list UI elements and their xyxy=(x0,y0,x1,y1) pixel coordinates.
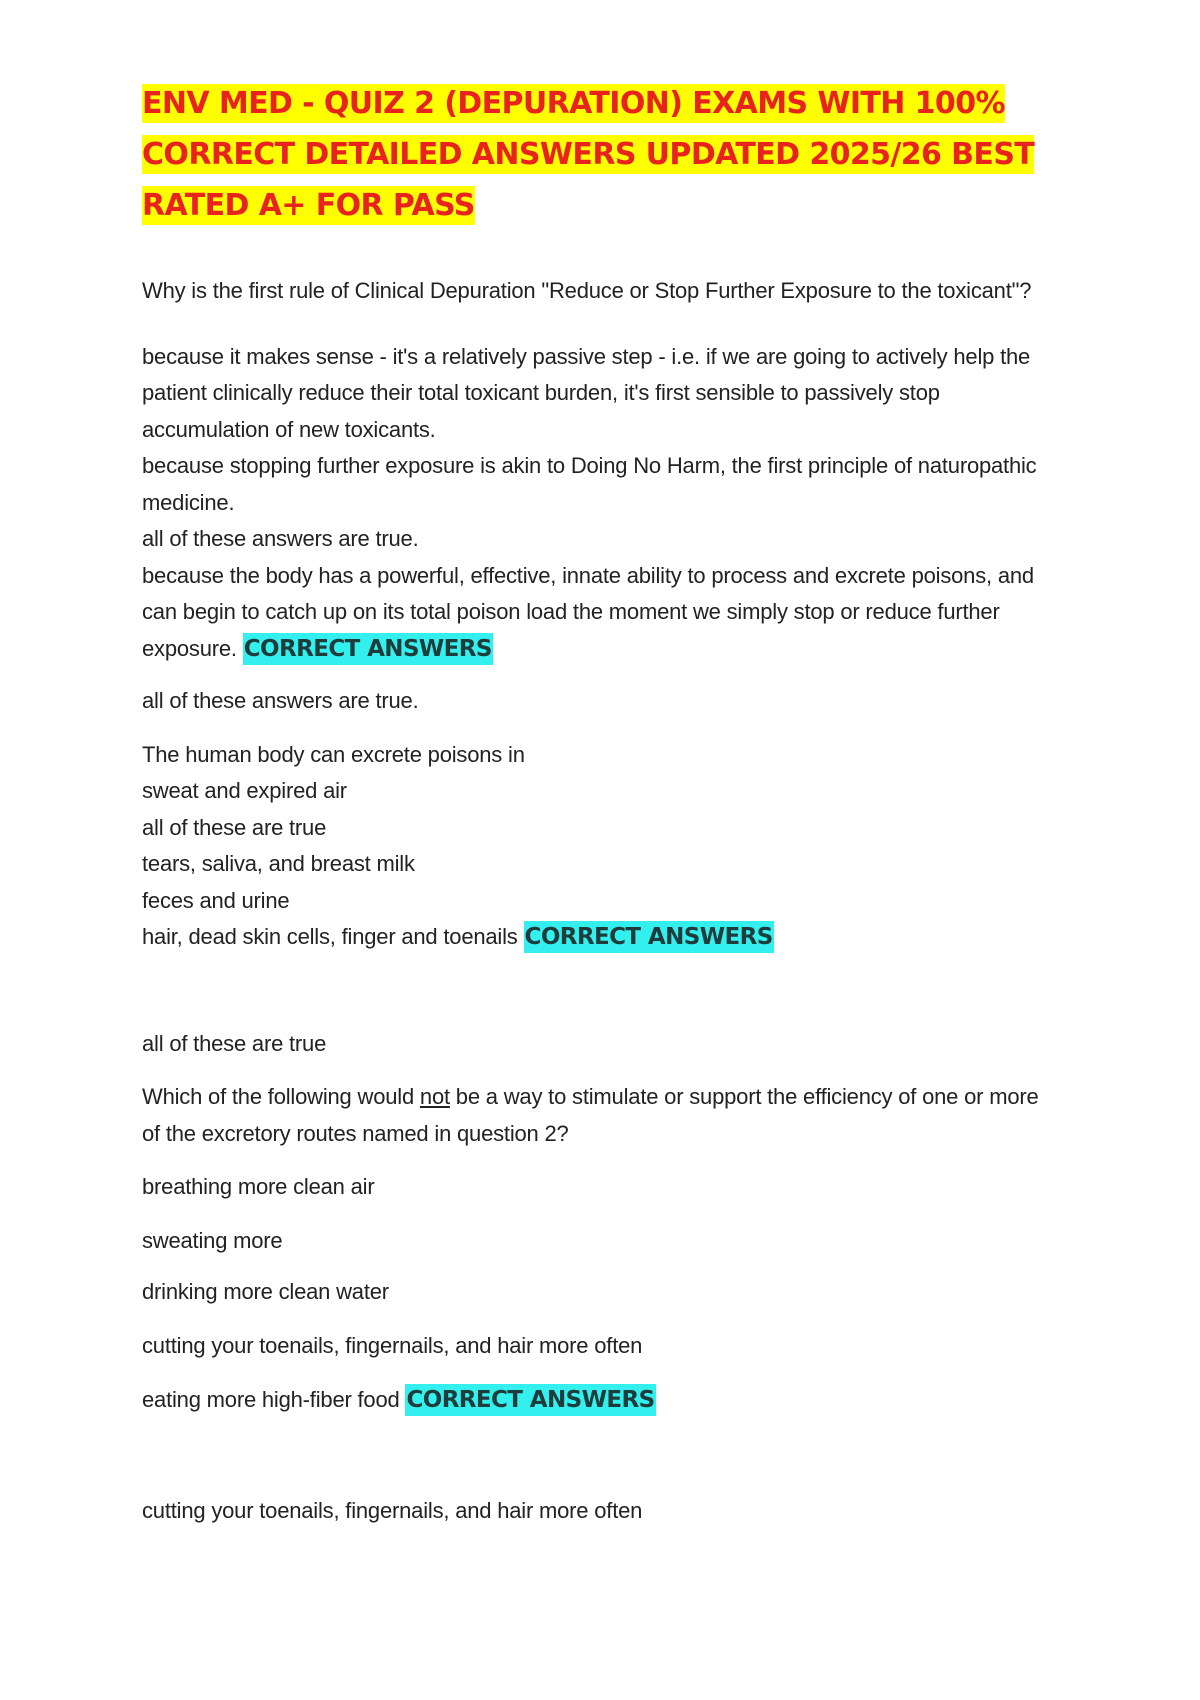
q3-underlined-word: not xyxy=(419,1084,450,1109)
correct-answers-badge: CORRECT ANSWERS xyxy=(524,921,774,953)
correct-answers-badge: CORRECT ANSWERS xyxy=(405,1384,655,1416)
q2-question: The human body can excrete poisons in xyxy=(142,741,525,767)
q2-option-4: feces and urine xyxy=(142,887,290,913)
document-page xyxy=(142,78,1062,1529)
document-title: ENV MED - QUIZ 2 (DEPURATION) EXAMS WITH 100% CORRECT DETAILED ANSWERS UPDATED 2025/26 BEST RATED A+ FOR PASS xyxy=(142,86,1035,223)
q2-option-1: sweat and expired air xyxy=(142,778,347,803)
q3-answer: cutting your toenails, fingernails, and hair more often xyxy=(142,1497,643,1523)
q1-option-4: because the body has a powerful, effective, innate ability to process and excrete poisons, and can begin to catch up on its total poison load the moment we simply stop or reduce further exposure. CORRECT ANSWERS xyxy=(142,558,1062,668)
q2-option-2: all of these are true xyxy=(142,814,327,840)
q3-option-5: eating more high-fiber food CORRECT ANSWERS xyxy=(142,1382,1062,1419)
q1-answer: all of these answers are true. xyxy=(142,688,419,713)
q3-option-4: cutting your toenails, fingernails, and hair more often xyxy=(142,1332,643,1358)
q2-option-5: hair, dead skin cells, finger and toenails CORRECT ANSWERS xyxy=(142,919,1062,956)
q1-option-1: because it makes sense - it's a relatively passive step - i.e. if we are going to actively help the patient clinically reduce their total toxicant burden, it's first sensible to passively stop accumulation of new toxicants. xyxy=(142,343,1031,442)
q3-option-3: drinking more clean water xyxy=(142,1279,389,1304)
q3-option-1: breathing more clean air xyxy=(142,1174,375,1199)
q3-question: Which of the following would not be a way to stimulate or support the efficiency of one or more of the excretory routes named in question 2? xyxy=(142,1084,1039,1146)
q1-option-3: all of these answers are true. xyxy=(142,526,419,551)
q2-answer: all of these are true xyxy=(142,1030,327,1056)
q2-option-3: tears, saliva, and breast milk xyxy=(142,851,415,876)
correct-answers-badge: CORRECT ANSWERS xyxy=(243,633,493,665)
q1-question: Why is the first rule of Clinical Depuration "Reduce or Stop Further Exposure to the toxicant"? xyxy=(142,278,1032,303)
q3-option-2: sweating more xyxy=(142,1227,283,1253)
q1-options xyxy=(142,339,1062,668)
q1-option-2: because stopping further exposure is akin to Doing No Harm, the first principle of naturopathic medicine. xyxy=(142,453,1037,515)
